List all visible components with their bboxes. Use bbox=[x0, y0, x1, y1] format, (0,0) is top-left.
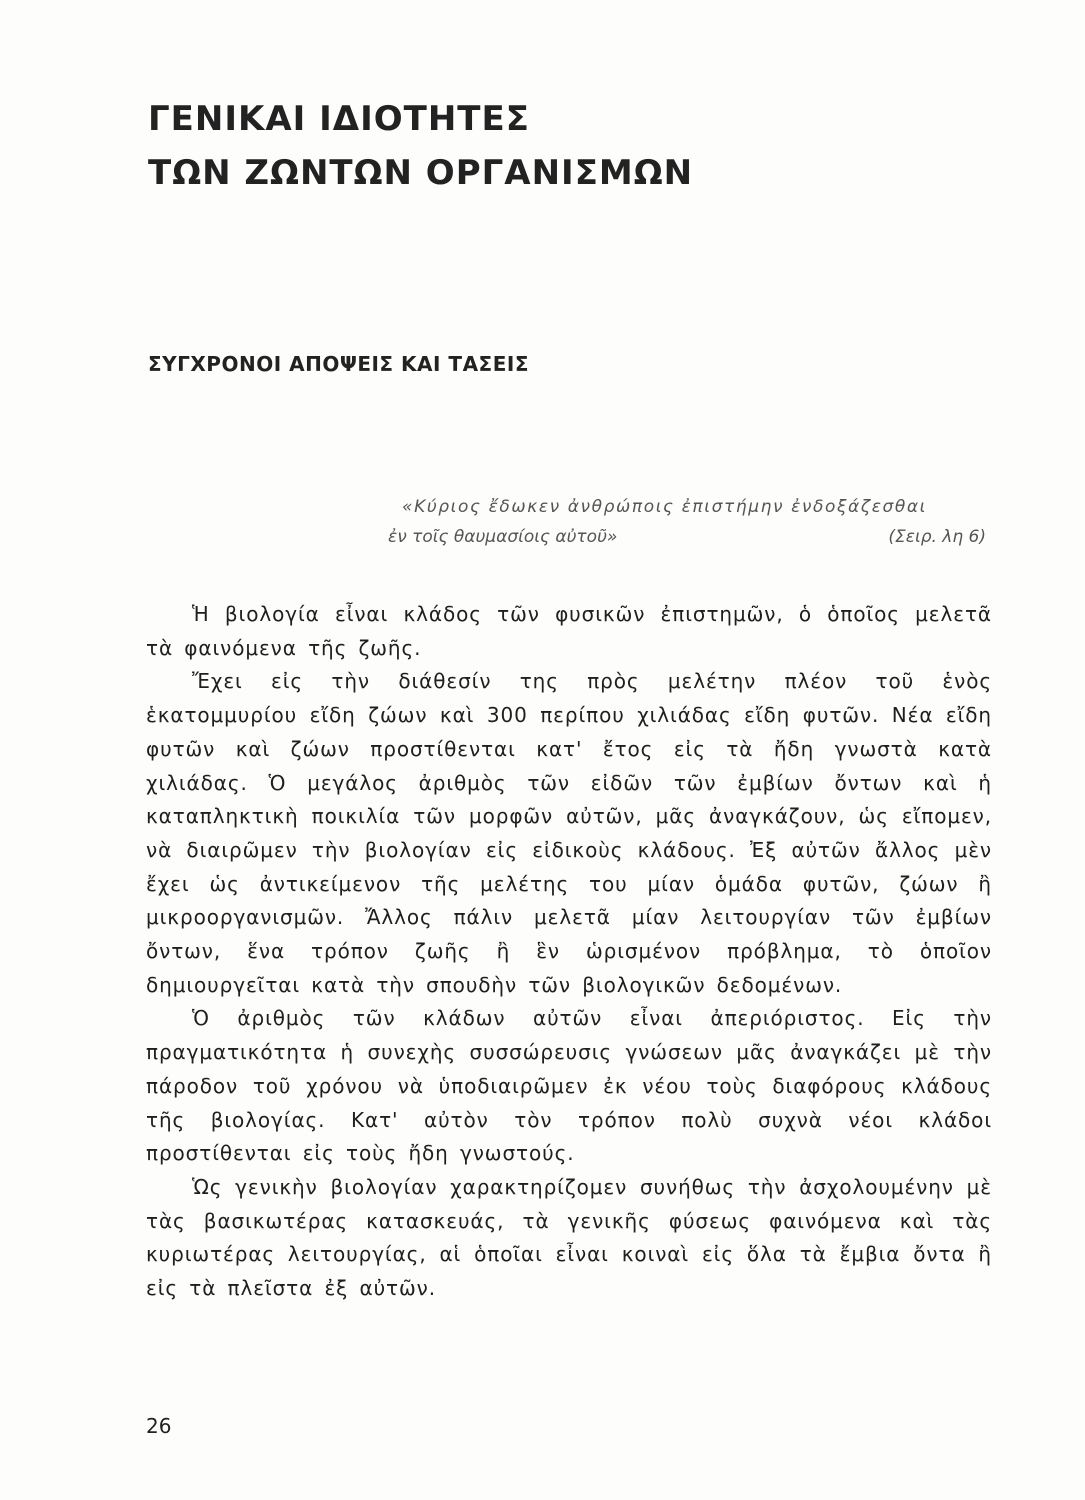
section-subtitle: ΣΥΓΧΡΟΝΟΙ ΑΠΟΨΕΙΣ ΚΑΙ ΤΑΣΕΙΣ bbox=[148, 352, 529, 376]
chapter-title-line-1: ΓΕΝΙΚΑΙ ΙΔΙΟΤΗΤΕΣ bbox=[148, 99, 530, 139]
epigraph-line-1: «Κύριος ἔδωκεν ἀνθρώποις ἐπιστήμην ἐνδοξάζεσθαι bbox=[402, 497, 928, 517]
paragraph-3: Ὁ ἀριθμὸς τῶν κλάδων αὐτῶν εἶναι ἀπεριόριστος. Εἰς τὴν πραγματικότητα ἡ συνεχὴς συσσώρευσις γνώσεων μᾶς ἀναγκάζει μὲ τὴν πάροδον τοῦ χρόνου νὰ ὑποδιαιρῶμεν ἐκ νέου τοὺς διαφόρους κλάδους τῆς βιολογίας. Κατ' αὐτὸν τὸν τρόπον πολὺ συχνὰ νέοι κλάδοι προστίθενται εἰς τοὺς ἤδη γνωστούς. bbox=[146, 1006, 992, 1166]
epigraph-source: (Σειρ. λη 6) bbox=[888, 527, 986, 547]
chapter-title-line-2: ΤΩΝ ΖΩΝΤΩΝ ΟΡΓΑΝΙΣΜΩΝ bbox=[148, 153, 694, 193]
page-number: 26 bbox=[146, 1414, 172, 1438]
epigraph-quote bbox=[380, 492, 1000, 552]
epigraph-line-2-row bbox=[380, 522, 1000, 552]
body-text bbox=[146, 598, 992, 1306]
chapter-title bbox=[148, 92, 693, 200]
paragraph-1: Ἡ βιολογία εἶναι κλάδος τῶν φυσικῶν ἐπιστημῶν, ὁ ὁποῖος μελετᾶ τὰ φαινόμενα τῆς ζωῆς. bbox=[146, 602, 992, 660]
paragraph-4: Ὡς γενικὴν βιολογίαν χαρακτηρίζομεν συνήθως τὴν ἀσχολουμένην μὲ τὰς βασικωτέρας κατασκευάς, τὰ γενικῆς φύσεως φαινόμενα καὶ τὰς κυριωτέρας λειτουργίας, αἱ ὁποῖαι εἶναι κοιναὶ εἰς ὅλα τὰ ἔμβια ὄντα ἢ εἰς τὰ πλεῖστα ἐξ αὐτῶν. bbox=[146, 1174, 992, 1301]
paragraph-2: Ἔχει εἰς τὴν διάθεσίν της πρὸς μελέτην πλέον τοῦ ἑνὸς ἑκατομμυρίου εἴδη ζώων καὶ 300 περίπου χιλιάδας εἴδη φυτῶν. Νέα εἴδη φυτῶν καὶ ζώων προστίθενται κατ' ἔτος εἰς τὰ ἤδη γνωστὰ κατὰ χιλιάδας. Ὁ μεγάλος ἀριθμὸς τῶν εἰδῶν τῶν ἐμβίων ὄντων καὶ ἡ καταπληκτικὴ ποικιλία τῶν μορφῶν αὐτῶν, μᾶς ἀναγκάζουν, ὡς εἴπομεν, νὰ διαιρῶμεν τὴν βιολογίαν εἰς εἰδικοὺς κλάδους. Ἐξ αὐτῶν ἄλλος μὲν ἔχει ὡς ἀντικείμενον τῆς μελέτης του μίαν ὁμάδα φυτῶν, ζώων ἢ μικροοργανισμῶν. Ἄλλος πάλιν μελετᾶ μίαν λειτουργίαν τῶν ἐμβίων ὄντων, ἕνα τρόπον ζωῆς ἢ ἓν ὡρισμένον πρόβλημα, τὸ ὁποῖον δημιουργεῖται κατὰ τὴν σπουδὴν τῶν βιολογικῶν δεδομένων. bbox=[146, 669, 992, 997]
epigraph-line-2: ἐν τοῖς θαυμασίοις αὐτοῦ» bbox=[388, 527, 618, 547]
